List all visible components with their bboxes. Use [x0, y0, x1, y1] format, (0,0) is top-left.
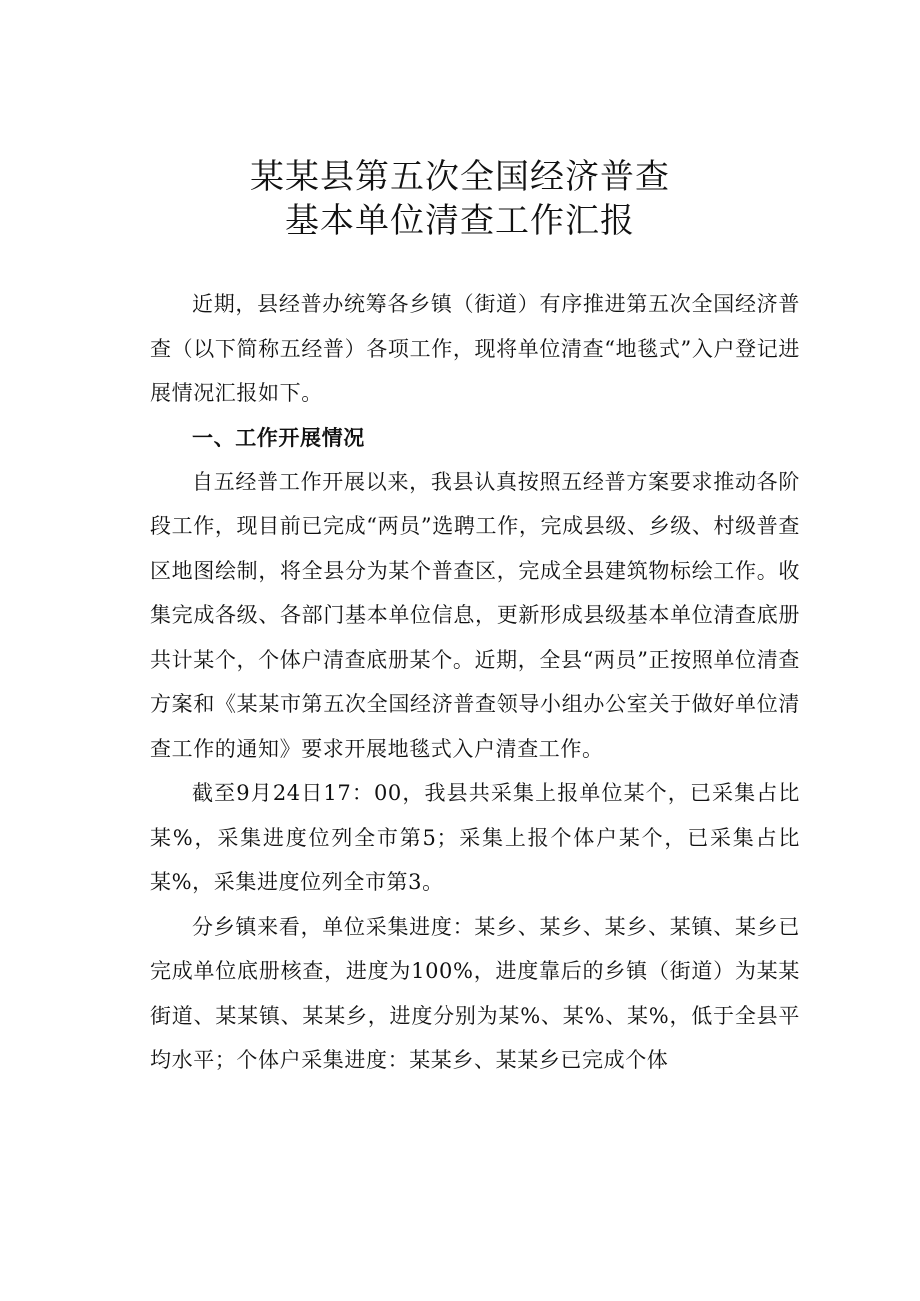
body-paragraph-3: 分乡镇来看，单位采集进度：某乡、某乡、某乡、某镇、某乡已完成单位底册核查，进度为100%，进度靠后的乡镇（街道）为某某街道、某某镇、某某乡，进度分别为某%、某%、某%，低于全县平均水平；个体户采集进度：某某乡、某某乡已完成个体 [150, 914, 800, 1072]
title-line-1: 某某县第五次全国经济普查 [250, 157, 670, 197]
body-paragraph-2: 截至9月24日17：00，我县共采集上报单位某个，已采集占比某%，采集进度位列全市第5；采集上报个体户某个，已采集占比某%，采集进度位列全市第3。 [150, 781, 800, 894]
section-heading: 一、工作开展情况 [192, 425, 365, 450]
body-paragraph-1: 自五经普工作开展以来，我县认真按照五经普方案要求推动各阶段工作，现目前已完成“两员”选聘工作，完成县级、乡级、村级普查区地图绘制，将全县分为某个普查区，完成全县建筑物标绘工作。收集完成各级、各部门基本单位信息，更新形成县级基本单位清查底册共计某个，个体户清查底册某个。近期，全县“两员”正按照单位清查方案和《某某市第五次全国经济普查领导小组办公室关于做好单位清查工作的通知》要求开展地毯式入户清查工作。 [150, 469, 800, 761]
intro-paragraph: 近期，县经普办统筹各乡镇（街道）有序推进第五次全国经济普查（以下简称五经普）各项工作，现将单位清查“地毯式”入户登记进展情况汇报如下。 [150, 292, 800, 405]
document-title [0, 155, 920, 243]
document-body [150, 282, 800, 1083]
title-line-2: 基本单位清查工作汇报 [285, 201, 635, 241]
